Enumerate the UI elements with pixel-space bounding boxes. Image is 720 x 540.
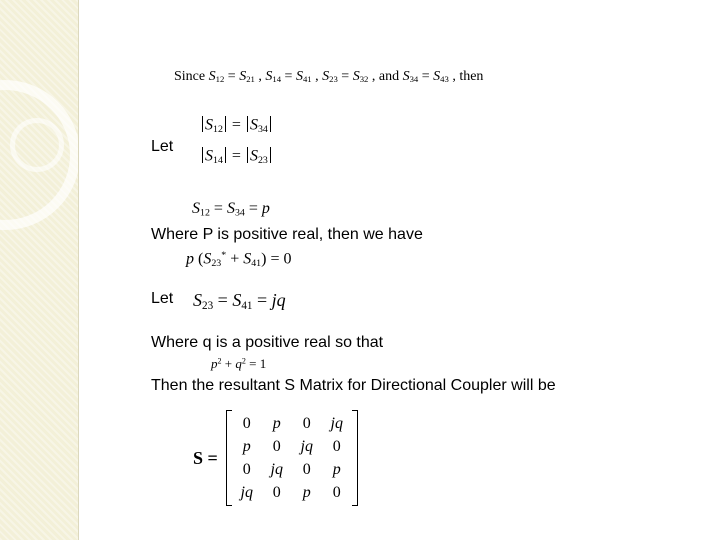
matrix-cell: p bbox=[242, 437, 251, 455]
where-q-text: Where q is a positive real so that bbox=[151, 334, 384, 351]
matrix-cell: 0 bbox=[272, 483, 281, 501]
decorative-sidebar bbox=[0, 0, 79, 540]
then-matrix-text: Then the resultant S Matrix for Directional Coupler will be bbox=[151, 377, 556, 394]
equation-p2-q2-one: $p^2 + q^2 = 1$ bbox=[211, 356, 267, 371]
matrix-cell: p bbox=[272, 414, 281, 432]
matrix-row bbox=[232, 412, 352, 435]
equation-s23-s41-jq: $S_{23} = S_{41}$ = jq bbox=[193, 290, 286, 312]
matrix-symbol: S = bbox=[193, 447, 218, 468]
matrix-cell: 0 bbox=[332, 483, 341, 501]
right-bracket bbox=[352, 410, 358, 506]
matrix-cell: jq bbox=[270, 460, 283, 478]
matrix-row bbox=[232, 435, 352, 458]
matrix-cell: p bbox=[302, 483, 311, 501]
equation-p-sum-zero: p $(S_{23}^* + S_{41}) = 0$ bbox=[186, 250, 292, 269]
matrix-cell: 0 bbox=[242, 460, 251, 478]
matrix-row bbox=[232, 481, 352, 504]
matrix-cell: 0 bbox=[302, 460, 311, 478]
equation-since: Since $S_{12} = S_{21}$ , $S_{14} = S_{41}$ , $S_{23} = S_{32}$ , and $S_{34} = S_{43}$ , then bbox=[174, 69, 484, 85]
matrix-cell: jq bbox=[330, 414, 343, 432]
matrix-cell: 0 bbox=[332, 437, 341, 455]
matrix-cell: p bbox=[332, 460, 341, 478]
decorative-ring-small bbox=[10, 118, 64, 172]
matrix-cell: 0 bbox=[242, 414, 251, 432]
equation-abs-2: $S_{14} = S_{23}$ bbox=[200, 147, 273, 166]
let-label-1: Let bbox=[151, 138, 174, 155]
matrix-cell: jq bbox=[240, 483, 253, 501]
equation-abs-1: $S_{12} = S_{34}$ bbox=[200, 116, 273, 135]
where-p-text: Where P is positive real, then we have bbox=[151, 226, 423, 243]
let-label-2: Let bbox=[151, 290, 174, 307]
matrix-cell: 0 bbox=[302, 414, 311, 432]
s-matrix bbox=[193, 410, 358, 506]
equation-s12-s34-p: $S_{12} = S_{34} = p$ bbox=[192, 200, 270, 219]
matrix-table bbox=[232, 412, 352, 504]
matrix-row bbox=[232, 458, 352, 481]
matrix-cell: jq bbox=[300, 437, 313, 455]
matrix-cell: 0 bbox=[272, 437, 281, 455]
